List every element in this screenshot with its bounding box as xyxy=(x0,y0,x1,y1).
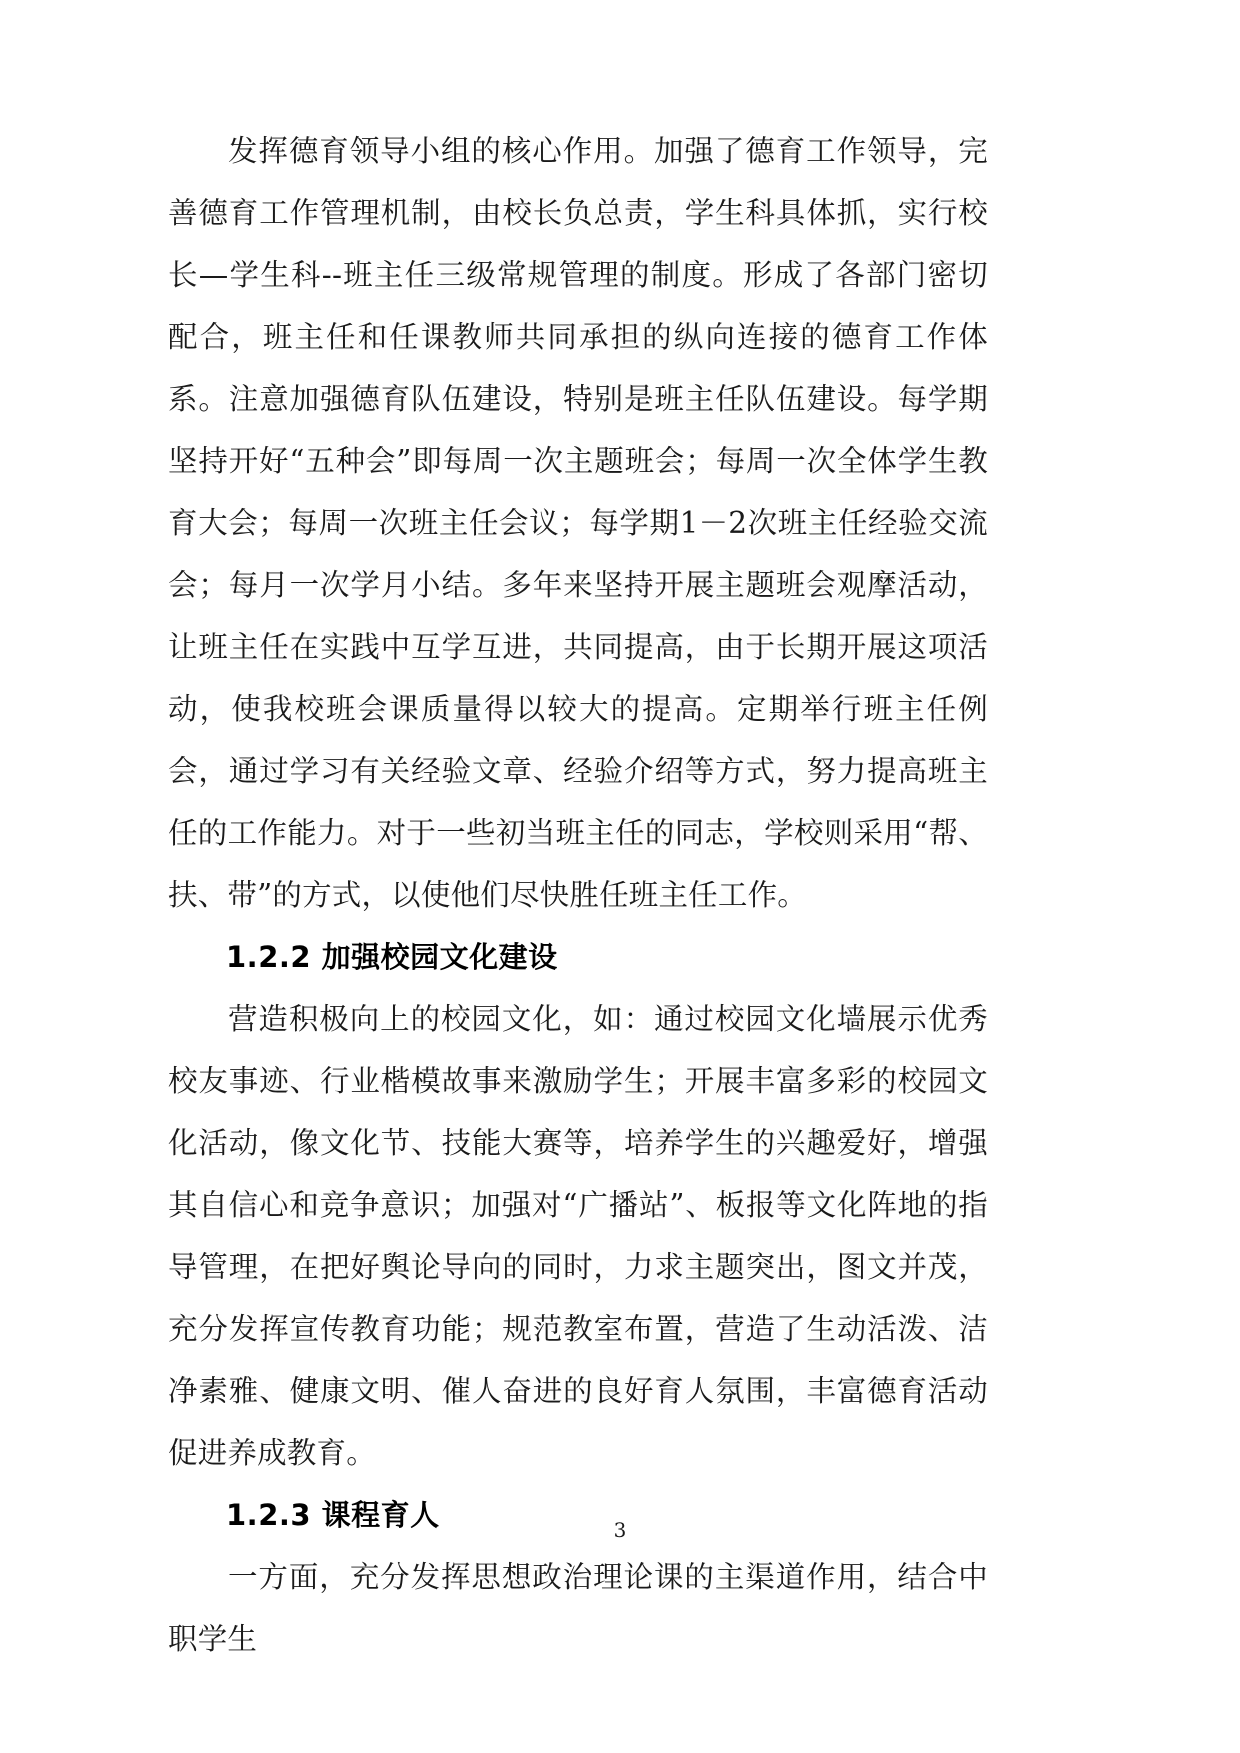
paragraph-campus-culture: 营造积极向上的校园文化，如：通过校园文化墙展示优秀校友事迹、行业楷模故事来激励学生；开展丰富多彩的校园文化活动，像文化节、技能大赛等，培养学生的兴趣爱好，增强其自信心和竞争意识；加强对“广播站”、板报等文化阵地的指导管理，在把好舆论导向的同时，力求主题突出，图文并茂，充分发挥宣传教育功能；规范教室布置，营造了生动活泼、洁净素雅、健康文明、催人奋进的良好育人氛围，丰富德育活动促进养成教育。 xyxy=(168,1002,988,1470)
page-content xyxy=(168,120,988,1670)
heading-1-2-2: 1.2.2 加强校园文化建设 xyxy=(226,940,558,974)
paragraph-curriculum-education: 一方面，充分发挥思想政治理论课的主渠道作用，结合中职学生 xyxy=(168,1560,988,1656)
heading-1-2-3: 1.2.3 课程育人 xyxy=(226,1498,440,1532)
page-number: 3 xyxy=(613,1518,627,1542)
paragraph-moral-education-leadership: 发挥德育领导小组的核心作用。加强了德育工作领导，完善德育工作管理机制，由校长负总责，学生科具体抓，实行校长—学生科--班主任三级常规管理的制度。形成了各部门密切配合，班主任和任课教师共同承担的纵向连接的德育工作体系。注意加强德育队伍建设，特别是班主任队伍建设。每学期坚持开好“五种会”即每周一次主题班会；每周一次全体学生教育大会；每周一次班主任会议；每学期1－2次班主任经验交流会；每月一次学月小结。多年来坚持开展主题班会观摩活动，让班主任在实践中互学互进，共同提高，由于长期开展这项活动，使我校班会课质量得以较大的提高。定期举行班主任例会，通过学习有关经验文章、经验介绍等方式，努力提高班主任的工作能力。对于一些初当班主任的同志，学校则采用“帮、扶、带”的方式，以使他们尽快胜任班主任工作。 xyxy=(168,134,988,912)
